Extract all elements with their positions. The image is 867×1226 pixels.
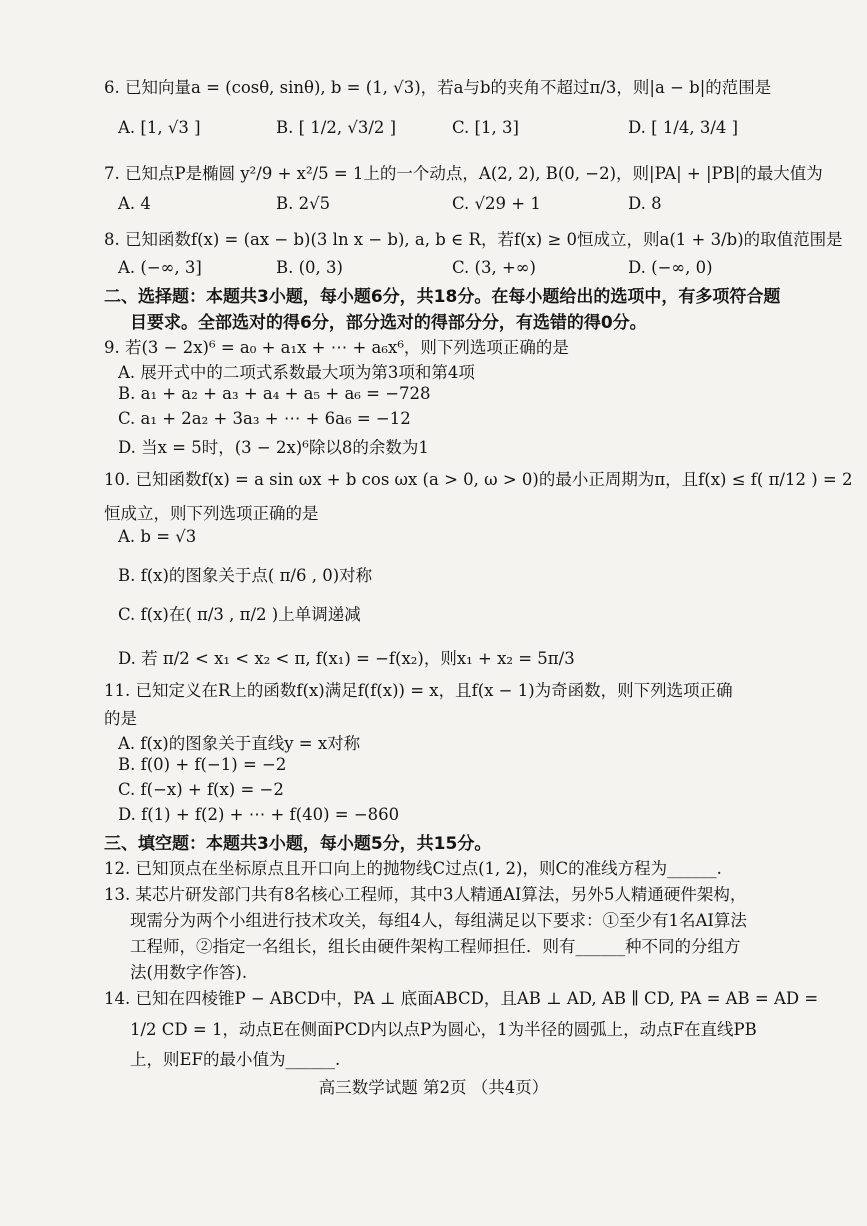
q10-option-c: C. f(x)在( π/3 , π/2 )上单调递减 bbox=[118, 605, 361, 624]
question-7-stem: 7. 已知点P是椭圆 y²/9 + x²/5 = 1上的一个动点，A(2, 2), B(0, −2)，则|PA| + |PB|的最大值为 bbox=[104, 164, 823, 183]
q10-option-a: A. b = √3 bbox=[118, 527, 197, 546]
q6-option-a: A. [1, √3 ] bbox=[118, 118, 201, 137]
q11-option-a: A. f(x)的图象关于直线y = x对称 bbox=[118, 734, 361, 753]
question-6-stem: 6. 已知向量a = (cosθ, sinθ), b = (1, √3)，若a与b的夹角不超过π/3，则|a − b|的范围是 bbox=[104, 78, 772, 97]
question-10-stem-cont: 恒成立，则下列选项正确的是 bbox=[104, 504, 319, 523]
question-12: 12. 已知顶点在坐标原点且开口向上的抛物线C过点(1, 2)，则C的准线方程为______. bbox=[104, 859, 722, 878]
q8-option-c: C. (3, +∞) bbox=[452, 258, 536, 277]
q10-option-d: D. 若 π/2 < x₁ < x₂ < π, f(x₁) = −f(x₂)，则x₁ + x₂ = 5π/3 bbox=[118, 649, 575, 668]
q6-option-c: C. [1, 3] bbox=[452, 118, 519, 137]
question-13-line-2: 现需分为两个小组进行技术攻关，每组4人，每组满足以下要求：①至少有1名AI算法 bbox=[130, 911, 747, 930]
question-11-stem-cont: 的是 bbox=[104, 709, 137, 728]
question-8-stem: 8. 已知函数f(x) = (ax − b)(3 ln x − b), a, b ∈ R，若f(x) ≥ 0恒成立，则a(1 + 3/b)的取值范围是 bbox=[104, 230, 843, 249]
question-11-stem: 11. 已知定义在R上的函数f(x)满足f(f(x)) = x，且f(x − 1)为奇函数，则下列选项正确 bbox=[104, 681, 733, 700]
question-14-line-2: 1/2 CD = 1，动点E在侧面PCD内以点P为圆心，1为半径的圆弧上，动点F在直线PB bbox=[130, 1020, 757, 1039]
q9-option-a: A. 展开式中的二项式系数最大项为第3项和第4项 bbox=[118, 363, 475, 382]
q8-option-a: A. (−∞, 3] bbox=[118, 258, 202, 277]
q8-option-d: D. (−∞, 0) bbox=[628, 258, 713, 277]
q11-option-d: D. f(1) + f(2) + ⋯ + f(40) = −860 bbox=[118, 805, 400, 824]
q7-option-a: A. 4 bbox=[118, 194, 151, 213]
section-2-heading-cont: 目要求。全部选对的得6分，部分选对的得部分分，有选错的得0分。 bbox=[130, 313, 647, 333]
q11-option-b: B. f(0) + f(−1) = −2 bbox=[118, 755, 287, 774]
question-9-stem: 9. 若(3 − 2x)⁶ = a₀ + a₁x + ⋯ + a₆x⁶，则下列选项正确的是 bbox=[104, 338, 569, 357]
question-14-line-1: 14. 已知在四棱锥P − ABCD中，PA ⊥ 底面ABCD，且AB ⊥ AD, AB ∥ CD, PA = AB = AD = bbox=[104, 989, 819, 1008]
q9-option-d: D. 当x = 5时，(3 − 2x)⁶除以8的余数为1 bbox=[118, 438, 429, 457]
q9-option-c: C. a₁ + 2a₂ + 3a₃ + ⋯ + 6a₆ = −12 bbox=[118, 409, 411, 428]
question-10-stem: 10. 已知函数f(x) = a sin ωx + b cos ωx (a > 0, ω > 0)的最小正周期为π，且f(x) ≤ f( π/12 ) = 2 bbox=[104, 470, 853, 489]
question-13-line-1: 13. 某芯片研发部门共有8名核心工程师，其中3人精通AI算法，另外5人精通硬件架构， bbox=[104, 885, 747, 904]
q7-option-c: C. √29 + 1 bbox=[452, 194, 541, 213]
question-14-line-3: 上，则EF的最小值为______. bbox=[130, 1050, 341, 1069]
page-footer: 高三数学试题 第2页 （共4页） bbox=[318, 1078, 549, 1097]
q6-option-d: D. [ 1/4, 3/4 ] bbox=[628, 118, 739, 137]
q11-option-c: C. f(−x) + f(x) = −2 bbox=[118, 780, 284, 799]
q9-option-b: B. a₁ + a₂ + a₃ + a₄ + a₅ + a₆ = −728 bbox=[118, 384, 431, 403]
section-2-heading: 二、选择题：本题共3小题，每小题6分，共18分。在每小题给出的选项中，有多项符合题 bbox=[104, 287, 781, 307]
q10-option-b: B. f(x)的图象关于点( π/6 , 0)对称 bbox=[118, 566, 373, 585]
section-3-heading: 三、填空题：本题共3小题，每小题5分，共15分。 bbox=[104, 834, 492, 854]
question-13-line-4: 法(用数字作答). bbox=[130, 963, 248, 982]
q7-option-b: B. 2√5 bbox=[276, 194, 331, 213]
q6-option-b: B. [ 1/2, √3/2 ] bbox=[276, 118, 397, 137]
q8-option-b: B. (0, 3) bbox=[276, 258, 343, 277]
question-13-line-3: 工程师，②指定一名组长，组长由硬件架构工程师担任．则有______种不同的分组方 bbox=[130, 937, 741, 956]
q7-option-d: D. 8 bbox=[628, 194, 662, 213]
